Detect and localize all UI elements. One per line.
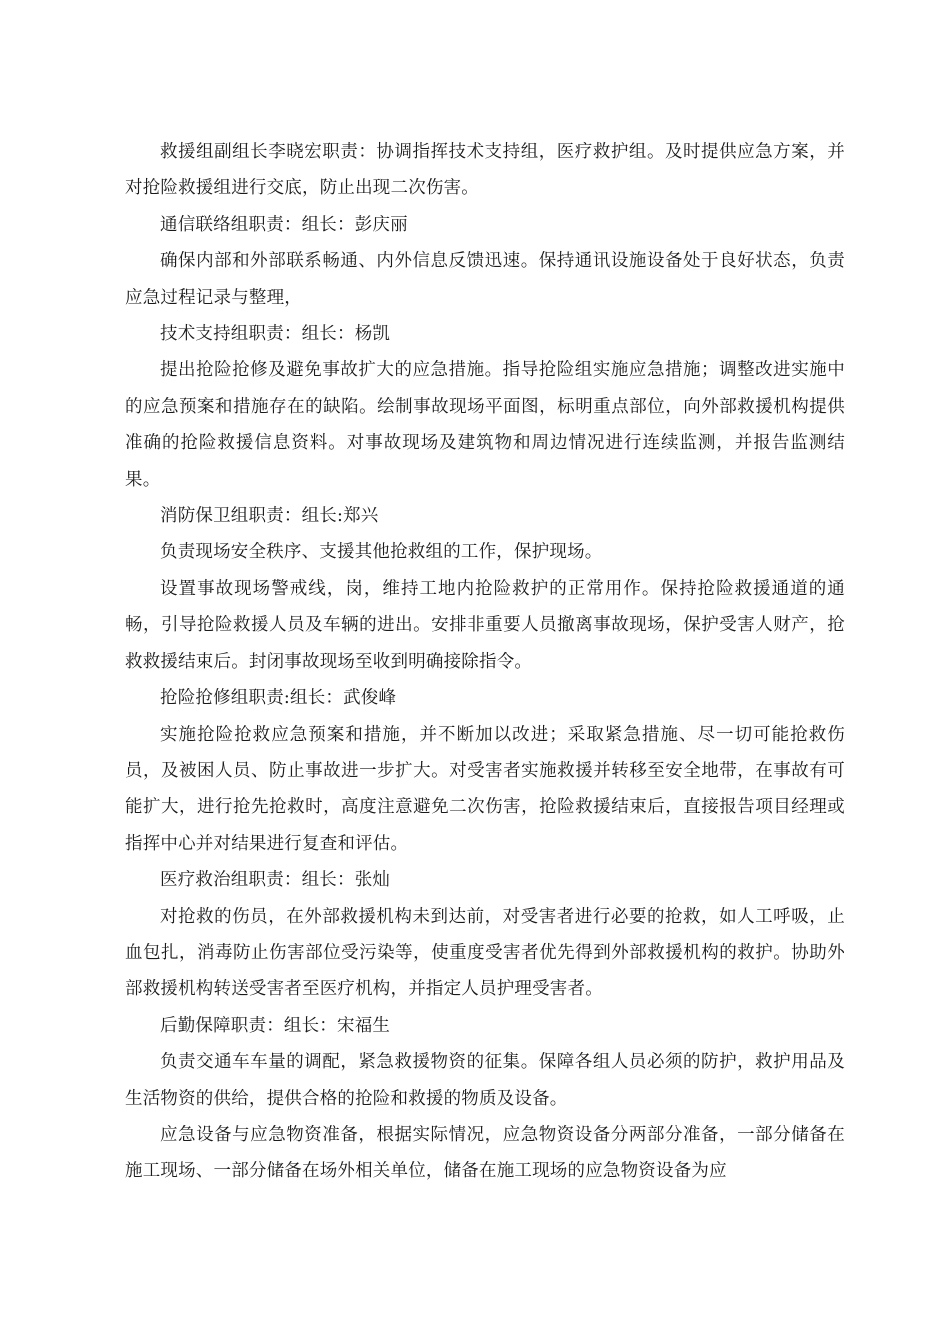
paragraph-deputy-leader: 救援组副组长李晓宏职责：协调指挥技术支持组，医疗救护组。及时提供应急方案，并对抢险救援组进行交底，防止出现二次伤害。 (125, 142, 845, 199)
paragraph-medical-duties: 对抢救的伤员，在外部救援机构未到达前，对受害者进行必要的抢救，如人工呼吸，止血包扎，消毒防止伤害部位受污染等，使重度受害者优先得到外部救援机构的救护。协助外部救援机构转送受害者至医疗机构，并指定人员护理受害者。 (125, 906, 845, 1000)
paragraph-emergency-supplies: 应急设备与应急物资准备，根据实际情况，应急物资设备分两部分准备，一部分储备在施工现场、一部分储备在场外相关单位，储备在施工现场的应急物资设备为应 (125, 1124, 845, 1182)
paragraph-communication-duties: 确保内部和外部联系畅通、内外信息反馈迅速。保持通讯设施设备处于良好状态，负责应急过程记录与整理， (125, 251, 845, 308)
document-body (125, 134, 845, 1190)
heading-technical-support-group: 技术支持组职责：组长：杨凯 (160, 324, 391, 345)
paragraph-logistics-duties: 负责交通车车量的调配，紧急救援物资的征集。保障各组人员必须的防护，救护用品及生活物资的供给，提供合格的抢险和救援的物质及设备。 (125, 1052, 845, 1109)
paragraph-fire-security-duties-2: 设置事故现场警戒线，岗，维持工地内抢险救护的正常用作。保持抢险救援通道的通畅，引导抢险救援人员及车辆的进出。安排非重要人员撤离事故现场，保护受害人财产，抢救救援结束后。封闭事故现场至收到明确接除指令。 (125, 578, 845, 672)
paragraph-rescue-repair-duties: 实施抢险抢救应急预案和措施，并不断加以改进；采取紧急措施、尽一切可能抢救伤员，及被困人员、防止事故进一步扩大。对受害者实施救援并转移至安全地带，在事故有可能扩大，进行抢先抢救时，高度注意避免二次伤害，抢险救援结束后，直接报告项目经理或指挥中心并对结果进行复查和评估。 (125, 724, 845, 854)
paragraph-technical-support-duties: 提出抢险抢修及避免事故扩大的应急措施。指导抢险组实施应急措施；调整改进实施中的应急预案和措施存在的缺陷。绘制事故现场平面图，标明重点部位，向外部救援机构提供准确的抢险救援信息资料。对事故现场及建筑物和周边情况进行连续监测，并报告监测结果。 (125, 360, 845, 490)
paragraph-fire-security-duties-1: 负责现场安全秩序、支援其他抢救组的工作，保护现场。 (160, 542, 603, 563)
heading-communication-group: 通信联络组职责：组长：彭庆丽 (160, 214, 408, 235)
heading-fire-security-group: 消防保卫组职责：组长:郑兴 (160, 506, 379, 527)
heading-rescue-repair-group: 抢险抢修组职责:组长：武俊峰 (160, 688, 397, 709)
heading-medical-group: 医疗救治组职责：组长：张灿 (160, 870, 391, 891)
heading-logistics-group: 后勤保障职责：组长：宋福生 (160, 1015, 391, 1036)
